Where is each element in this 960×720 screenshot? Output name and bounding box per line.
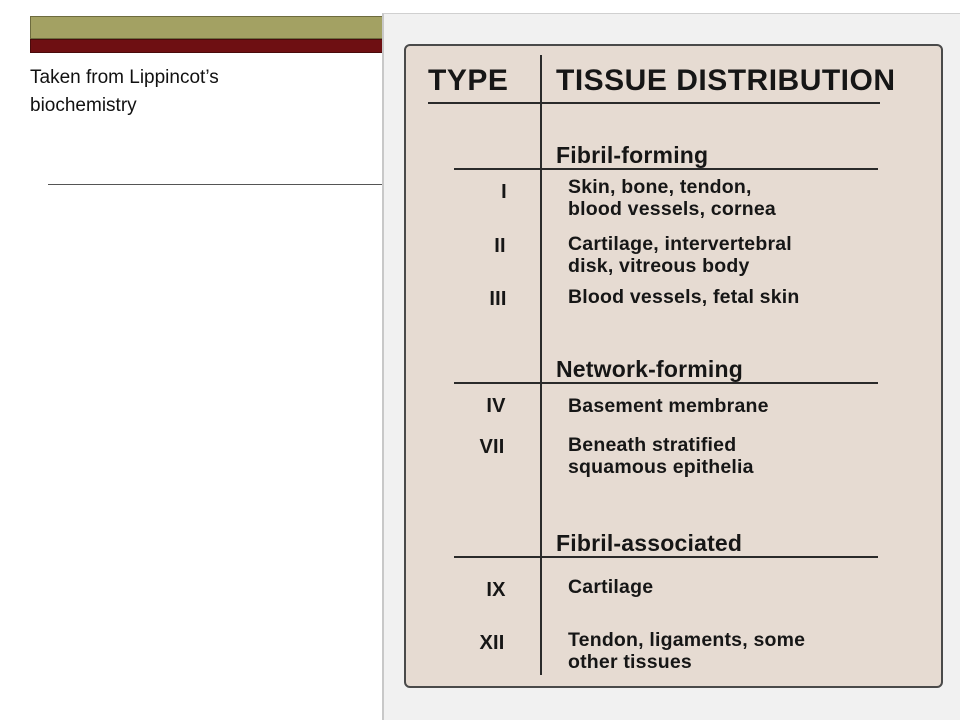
column-header-tissue-distribution: TISSUE DISTRIBUTION	[556, 64, 896, 97]
title-bar-olive	[30, 16, 390, 39]
section-title-fibril-associated: Fibril-associated	[556, 530, 743, 556]
distribution-VII-line-1: Beneath stratified	[568, 434, 737, 456]
distribution-VII-line-2: squamous epithelia	[568, 456, 754, 478]
distribution-IX	[568, 576, 653, 598]
type-label-IV: IV	[486, 395, 506, 417]
distribution-XII-line-1: Tendon, ligaments, some	[568, 629, 806, 651]
column-header-type: TYPE	[428, 64, 509, 97]
distribution-II-line-1: Cartilage, intervertebral	[568, 233, 792, 255]
header-rule	[428, 102, 880, 104]
type-label-IX: IX	[486, 579, 506, 601]
distribution-I-line-2: blood vessels, cornea	[568, 198, 776, 220]
distribution-I	[568, 176, 776, 220]
type-label-III: III	[489, 288, 507, 310]
caption-line-1: Taken from Lippincot’s	[30, 67, 219, 88]
distribution-IX-line-1: Cartilage	[568, 576, 654, 598]
distribution-II-line-2: disk, vitreous body	[568, 255, 750, 277]
section-rule-fibril-forming	[454, 168, 878, 170]
section-rule-fibril-associated	[454, 556, 878, 558]
type-label-VII: VII	[479, 436, 505, 458]
distribution-XII	[568, 629, 805, 673]
distribution-IV-line-1: Basement membrane	[568, 395, 769, 417]
caption-line-2: biochemistry	[30, 95, 137, 116]
divider-line	[48, 184, 388, 185]
type-label-II: II	[494, 235, 506, 257]
section-title-fibril-forming: Fibril-forming	[556, 142, 709, 168]
source-caption	[30, 64, 370, 120]
type-label-XII: XII	[479, 632, 505, 654]
section-title-network-forming: Network-forming	[556, 356, 743, 382]
distribution-III-line-1: Blood vessels, fetal skin	[568, 286, 800, 308]
distribution-II	[568, 233, 792, 277]
distribution-XII-line-2: other tissues	[568, 651, 692, 673]
section-rule-network-forming	[454, 382, 878, 384]
distribution-IV	[568, 395, 769, 417]
column-separator	[540, 55, 542, 675]
type-label-I: I	[501, 181, 507, 203]
distribution-VII	[568, 434, 754, 478]
distribution-III	[568, 286, 800, 308]
distribution-I-line-1: Skin, bone, tendon,	[568, 176, 752, 198]
title-bar-maroon	[30, 39, 390, 53]
